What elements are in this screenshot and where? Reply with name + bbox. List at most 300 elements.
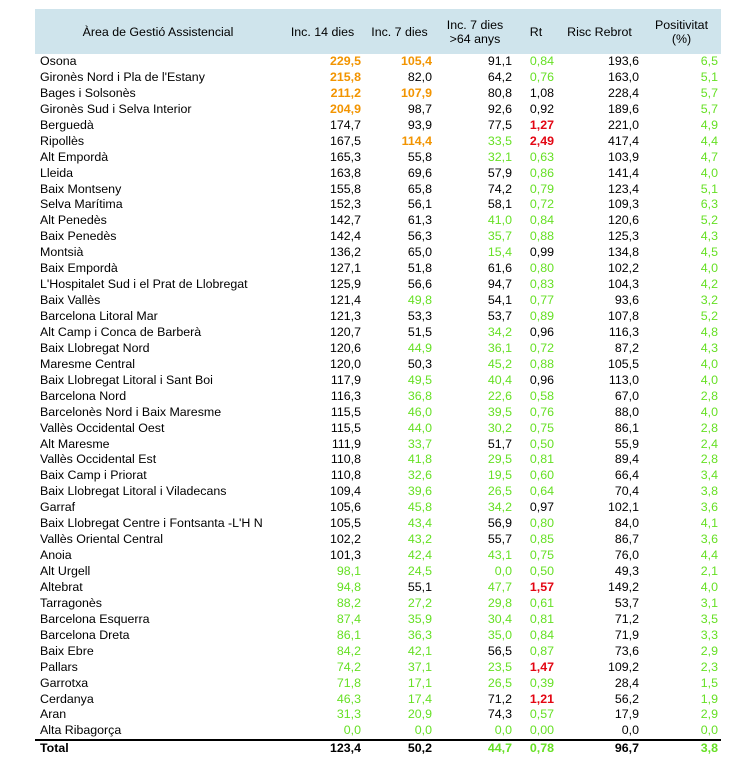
cell-inc7-64: 64,2 <box>487 69 512 84</box>
cell-risc: 102,2 <box>607 261 639 276</box>
cell-inc14: 101,3 <box>329 548 361 563</box>
cell-inc14: 31,3 <box>336 707 361 722</box>
cell-rt: 0,72 <box>529 197 554 212</box>
total-row <box>35 740 721 756</box>
cell-inc14: 84,2 <box>336 643 361 658</box>
cell-positivitat: 1,5 <box>700 675 718 690</box>
cell-positivitat: 5,1 <box>700 69 718 84</box>
cell-inc7: 17,4 <box>407 691 432 706</box>
cell-inc7: 43,2 <box>407 532 432 547</box>
table-row <box>35 660 721 676</box>
header-risc: Risc Rebrot <box>567 24 632 39</box>
cell-rt: 0,84 <box>529 627 554 642</box>
cell-risc: 67,0 <box>614 388 639 403</box>
cell-inc14: 115,5 <box>330 404 361 419</box>
cell-inc14: 105,6 <box>329 500 361 515</box>
cell-area: Pallars <box>40 659 78 674</box>
cell-inc14: 71,8 <box>336 675 361 690</box>
table-row <box>35 118 721 134</box>
table-row <box>35 86 721 102</box>
cell-inc7: 55,1 <box>407 579 432 594</box>
cell-rt: 0,83 <box>529 277 554 292</box>
cell-risc: 102,1 <box>607 500 639 515</box>
cell-positivitat: 3,1 <box>700 595 718 610</box>
cell-inc7-64: 56,9 <box>487 516 512 531</box>
table-row <box>35 102 721 118</box>
cell-positivitat: 3,8 <box>700 741 718 756</box>
cell-rt: 0,00 <box>529 723 554 738</box>
cell-risc: 70,4 <box>614 484 639 499</box>
cell-rt: 0,84 <box>529 54 554 68</box>
cell-area: Baix Llobregat Centre i Fontsanta -L'H N <box>40 516 263 531</box>
cell-rt: 0,76 <box>529 404 554 419</box>
header-inc-7-64: Inc. 7 dies >64 anys <box>446 17 504 46</box>
cell-area: Gironès Sud i Selva Interior <box>40 101 192 116</box>
cell-inc7: 56,6 <box>407 277 432 292</box>
cell-area: Barcelona Litoral Mar <box>40 309 158 323</box>
table-row <box>35 134 721 150</box>
cell-inc7-64: 57,9 <box>487 165 512 180</box>
cell-positivitat: 3,3 <box>700 627 718 642</box>
cell-inc7: 82,0 <box>407 69 432 84</box>
cell-risc: 73,6 <box>614 643 639 658</box>
table-row <box>35 229 721 245</box>
table-row <box>35 277 721 293</box>
cell-area: Aran <box>40 707 67 722</box>
cell-inc7-64: 80,8 <box>487 85 512 100</box>
cell-inc7-64: 91,1 <box>487 54 512 68</box>
cell-risc: 88,0 <box>614 404 639 419</box>
cell-positivitat: 4,0 <box>700 579 718 594</box>
cell-area: Baix Penedès <box>40 229 117 244</box>
cell-inc14: 163,8 <box>329 165 361 180</box>
table-row <box>35 54 721 70</box>
table-row <box>35 166 721 182</box>
cell-rt: 0,96 <box>529 324 554 339</box>
cell-area: Vallès Oriental Central <box>40 532 164 547</box>
cell-risc: 141,4 <box>607 165 639 180</box>
cell-inc7: 20,9 <box>407 707 432 722</box>
cell-inc7: 107,9 <box>400 85 432 100</box>
cell-inc14: 98,1 <box>336 564 361 578</box>
header-rt: Rt <box>529 24 543 39</box>
cell-risc: 56,2 <box>614 691 639 706</box>
cell-inc7: 27,2 <box>407 595 432 610</box>
table-row <box>35 692 721 708</box>
cell-inc7-64: 19,5 <box>487 468 512 483</box>
table-row <box>35 150 721 166</box>
cell-positivitat: 5,2 <box>700 213 718 228</box>
cell-positivitat: 5,2 <box>700 309 718 323</box>
cell-inc7-64: 55,7 <box>487 532 512 547</box>
cell-inc14: 110,8 <box>330 452 361 467</box>
cell-area: Altebrat <box>40 579 83 594</box>
cell-inc7: 36,8 <box>407 388 432 403</box>
table-row <box>35 612 721 628</box>
cell-rt: 1,21 <box>529 691 554 706</box>
cell-inc7-64: 41,0 <box>487 213 512 228</box>
cell-inc14: 215,8 <box>329 69 361 84</box>
cell-positivitat: 4,4 <box>700 133 718 148</box>
cell-rt: 0,88 <box>529 356 554 371</box>
cell-rt: 0,50 <box>529 436 554 451</box>
cell-risc: 123,4 <box>607 181 639 196</box>
cell-inc7: 32,6 <box>407 468 432 483</box>
table-row <box>35 197 721 213</box>
cell-inc7: 37,1 <box>407 659 432 674</box>
cell-positivitat: 4,3 <box>700 340 718 355</box>
cell-rt: 0,61 <box>529 595 554 610</box>
cell-area: Vallès Occidental Oest <box>40 420 165 435</box>
cell-positivitat: 4,0 <box>700 261 718 276</box>
cell-risc: 113,0 <box>608 372 639 387</box>
cell-risc: 417,4 <box>607 133 639 148</box>
cell-positivitat: 2,9 <box>700 707 718 722</box>
table-row <box>35 676 721 692</box>
cell-positivitat: 4,2 <box>700 277 718 292</box>
cell-inc14: 123,4 <box>329 741 361 756</box>
cell-inc7-64: 30,4 <box>487 611 512 626</box>
cell-inc7: 42,4 <box>407 548 432 563</box>
cell-inc7: 105,4 <box>400 54 432 68</box>
cell-inc7-64: 29,8 <box>487 595 512 610</box>
cell-inc7: 42,1 <box>407 643 432 658</box>
cell-inc14: 127,1 <box>329 261 361 276</box>
cell-inc7-64: 53,7 <box>487 309 512 323</box>
cell-positivitat: 4,1 <box>700 516 718 531</box>
cell-inc7: 98,7 <box>407 101 432 116</box>
cell-area: Barcelonès Nord i Baix Maresme <box>40 404 222 419</box>
cell-inc7-64: 40,4 <box>487 372 512 387</box>
cell-positivitat: 4,7 <box>700 149 718 164</box>
cell-rt: 0,75 <box>529 548 554 563</box>
cell-inc14: 102,2 <box>329 532 361 547</box>
cell-inc14: 88,2 <box>336 595 361 610</box>
cell-area: Baix Llobregat Litoral i Sant Boi <box>40 372 213 387</box>
cell-risc: 120,6 <box>607 213 639 228</box>
cell-inc7-64: 0,0 <box>494 564 512 578</box>
cell-risc: 109,2 <box>607 659 639 674</box>
cell-positivitat: 5,7 <box>700 101 718 116</box>
table-row <box>35 532 721 548</box>
table-row <box>35 468 721 484</box>
cell-risc: 76,0 <box>614 548 639 563</box>
table-row <box>35 213 721 229</box>
cell-risc: 93,6 <box>614 293 639 308</box>
cell-rt: 0,64 <box>529 484 554 499</box>
cell-inc7: 44,0 <box>407 420 432 435</box>
cell-inc7: 51,5 <box>407 324 432 339</box>
header-inc-7: Inc. 7 dies <box>371 24 428 39</box>
cell-inc14: 115,5 <box>330 420 361 435</box>
table-header <box>35 9 721 54</box>
table-row <box>35 452 721 468</box>
cell-inc14: 167,5 <box>329 133 361 148</box>
cell-area: Baix Empordà <box>40 261 118 276</box>
cell-inc7-64: 47,7 <box>487 579 512 594</box>
cell-area: Total <box>40 741 69 756</box>
cell-area: Tarragonès <box>40 595 102 610</box>
table-row <box>35 580 721 596</box>
cell-rt: 0,77 <box>529 293 554 308</box>
cell-inc7-64: 54,1 <box>487 293 512 308</box>
cell-risc: 86,1 <box>614 420 639 435</box>
cell-area: Baix Vallès <box>40 293 101 308</box>
cell-positivitat: 2,4 <box>700 436 718 451</box>
cell-inc7: 50,3 <box>407 356 432 371</box>
cell-inc14: 204,9 <box>329 101 361 116</box>
cell-rt: 0,78 <box>529 741 554 756</box>
cell-area: Osona <box>40 54 77 68</box>
cell-inc14: 86,1 <box>336 627 361 642</box>
cell-inc14: 155,8 <box>329 181 361 196</box>
cell-inc7: 43,4 <box>407 516 432 531</box>
cell-area: Baix Llobregat Nord <box>40 340 150 355</box>
cell-inc7-64: 43,1 <box>487 548 512 563</box>
cell-rt: 0,57 <box>529 707 554 722</box>
cell-positivitat: 3,6 <box>700 532 718 547</box>
cell-rt: 0,81 <box>529 611 554 626</box>
cell-inc7: 46,0 <box>407 404 432 419</box>
cell-inc14: 87,4 <box>336 611 361 626</box>
cell-inc14: 109,4 <box>329 484 361 499</box>
cell-positivitat: 5,1 <box>700 181 718 196</box>
cell-inc14: 111,9 <box>331 436 361 451</box>
cell-area: Alt Empordà <box>40 149 109 164</box>
cell-inc7-64: 56,5 <box>487 643 512 658</box>
cell-rt: 0,39 <box>529 675 554 690</box>
cell-rt: 0,60 <box>529 468 554 483</box>
cell-positivitat: 4,0 <box>700 404 718 419</box>
cell-risc: 0,0 <box>621 723 639 738</box>
cell-risc: 116,3 <box>608 324 639 339</box>
cell-inc7-64: 94,7 <box>487 277 512 292</box>
cell-rt: 0,50 <box>529 564 554 578</box>
cell-rt: 0,84 <box>529 213 554 228</box>
cell-risc: 109,3 <box>607 197 639 212</box>
cell-area: Alt Urgell <box>40 564 91 578</box>
cell-area: Alta Ribagorça <box>40 723 122 738</box>
cell-rt: 0,86 <box>529 165 554 180</box>
table-row <box>35 484 721 500</box>
cell-inc14: 46,3 <box>336 691 361 706</box>
cell-inc7-64: 36,1 <box>487 340 512 355</box>
cell-area: Alt Camp i Conca de Barberà <box>40 324 202 339</box>
table-row <box>35 389 721 405</box>
table-row <box>35 261 721 277</box>
cell-rt: 0,89 <box>529 309 554 323</box>
cell-inc7-64: 34,2 <box>487 500 512 515</box>
table-row <box>35 437 721 453</box>
table-row <box>35 373 721 389</box>
cell-inc14: 165,3 <box>329 149 361 164</box>
cell-rt: 1,47 <box>529 659 554 674</box>
cell-risc: 89,4 <box>614 452 639 467</box>
cell-rt: 1,08 <box>529 85 554 100</box>
cell-inc7-64: 26,5 <box>487 675 512 690</box>
cell-rt: 0,72 <box>529 340 554 355</box>
cell-inc7-64: 58,1 <box>487 197 512 212</box>
cell-inc7: 114,4 <box>401 133 432 148</box>
cell-inc7-64: 26,5 <box>487 484 512 499</box>
cell-risc: 149,2 <box>607 579 639 594</box>
cell-inc14: 142,7 <box>329 213 361 228</box>
cell-risc: 71,2 <box>614 611 639 626</box>
cell-inc14: 120,6 <box>329 340 361 355</box>
cell-positivitat: 4,5 <box>700 245 718 260</box>
cell-inc14: 94,8 <box>336 579 361 594</box>
cell-risc: 221,0 <box>607 117 639 132</box>
cell-inc7: 51,8 <box>407 261 432 276</box>
cell-positivitat: 3,5 <box>700 611 718 626</box>
cell-area: Alt Maresme <box>40 436 110 451</box>
cell-inc14: 125,9 <box>329 277 361 292</box>
cell-inc14: 211,2 <box>330 85 361 100</box>
cell-inc7: 56,3 <box>407 229 432 244</box>
cell-inc7: 50,2 <box>407 741 432 756</box>
cell-positivitat: 1,9 <box>700 691 718 706</box>
cell-inc7: 65,0 <box>407 245 432 260</box>
cell-area: Alt Penedès <box>40 213 107 228</box>
table-row <box>35 182 721 198</box>
cell-inc7-64: 74,3 <box>487 707 512 722</box>
cell-rt: 0,87 <box>529 643 554 658</box>
cell-inc14: 152,3 <box>329 197 361 212</box>
cell-risc: 53,7 <box>614 595 639 610</box>
cell-inc7-64: 35,7 <box>487 229 512 244</box>
cell-inc7-64: 74,2 <box>487 181 512 196</box>
cell-rt: 0,76 <box>529 69 554 84</box>
cell-area: Ripollès <box>40 133 85 148</box>
cell-positivitat: 4,4 <box>700 548 718 563</box>
cell-rt: 0,96 <box>529 372 554 387</box>
cell-inc7: 35,9 <box>407 611 432 626</box>
cell-inc14: 142,4 <box>329 229 361 244</box>
table-row <box>35 325 721 341</box>
cell-inc7-64: 23,5 <box>487 659 512 674</box>
cell-positivitat: 4,8 <box>700 324 718 339</box>
cell-risc: 86,7 <box>614 532 639 547</box>
cell-risc: 55,9 <box>614 436 639 451</box>
cell-inc14: 174,7 <box>329 117 361 132</box>
cell-rt: 1,27 <box>529 117 554 132</box>
cell-inc7: 44,9 <box>407 340 432 355</box>
cell-inc7-64: 32,1 <box>487 149 512 164</box>
cell-positivitat: 0,0 <box>700 723 718 738</box>
table-row <box>35 548 721 564</box>
table-container <box>35 9 721 756</box>
cell-inc7: 17,1 <box>407 675 432 690</box>
cell-area: Barcelona Nord <box>40 388 127 403</box>
cell-inc14: 117,9 <box>330 372 361 387</box>
cell-inc7: 39,6 <box>407 484 432 499</box>
cell-rt: 0,88 <box>529 229 554 244</box>
cell-positivitat: 6,3 <box>700 197 718 212</box>
cell-risc: 84,0 <box>614 516 639 531</box>
cell-inc7: 0,0 <box>414 723 432 738</box>
table-row <box>35 341 721 357</box>
cell-risc: 107,8 <box>607 309 639 323</box>
cell-inc7: 65,8 <box>407 181 432 196</box>
table-row <box>35 707 721 723</box>
cell-area: Maresme Central <box>40 356 136 371</box>
table-body <box>35 54 721 756</box>
cell-positivitat: 5,7 <box>700 85 718 100</box>
cell-area: L'Hospitalet Sud i el Prat de Llobregat <box>40 277 248 292</box>
cell-rt: 0,79 <box>529 181 554 196</box>
cell-inc14: 110,8 <box>330 468 361 483</box>
cell-positivitat: 2,3 <box>700 659 718 674</box>
cell-inc7-64: 35,0 <box>487 627 512 642</box>
cell-inc7-64: 30,2 <box>487 420 512 435</box>
cell-rt: 0,99 <box>529 245 554 260</box>
cell-positivitat: 3,6 <box>700 500 718 515</box>
table-row <box>35 644 721 660</box>
cell-rt: 1,57 <box>529 579 554 594</box>
cell-inc7: 49,5 <box>407 372 432 387</box>
table-row <box>35 357 721 373</box>
cell-area: Selva Marítima <box>40 197 123 212</box>
cell-inc7: 55,8 <box>407 149 432 164</box>
cell-risc: 104,3 <box>607 277 639 292</box>
cell-risc: 96,7 <box>614 741 639 756</box>
header-area: Àrea de Gestió Assistencial <box>82 24 234 39</box>
cell-risc: 163,0 <box>607 69 639 84</box>
cell-area: Vallès Occidental Est <box>40 452 157 467</box>
cell-inc7: 24,5 <box>407 564 432 578</box>
cell-inc14: 120,7 <box>329 324 361 339</box>
cell-rt: 2,49 <box>529 133 554 148</box>
table-row <box>35 245 721 261</box>
table-row <box>35 70 721 86</box>
cell-inc7-64: 71,2 <box>487 691 512 706</box>
cell-rt: 0,85 <box>529 532 554 547</box>
cell-inc7: 49,8 <box>407 293 432 308</box>
cell-inc7-64: 44,7 <box>487 741 512 756</box>
cell-inc7: 33,7 <box>407 436 432 451</box>
cell-inc7-64: 29,5 <box>487 452 512 467</box>
cell-risc: 66,4 <box>614 468 639 483</box>
cell-positivitat: 6,5 <box>700 54 718 68</box>
cell-rt: 0,63 <box>529 149 554 164</box>
cell-positivitat: 3,2 <box>700 293 718 308</box>
cell-rt: 0,81 <box>529 452 554 467</box>
cell-inc14: 105,5 <box>329 516 361 531</box>
cell-risc: 193,6 <box>607 54 639 68</box>
cell-rt: 0,80 <box>529 261 554 276</box>
cell-area: Barcelona Esquerra <box>40 611 150 626</box>
cell-inc7: 93,9 <box>407 117 432 132</box>
cell-positivitat: 3,4 <box>700 468 718 483</box>
cell-inc7: 45,8 <box>407 500 432 515</box>
cell-positivitat: 2,1 <box>700 564 718 578</box>
cell-inc7-64: 61,6 <box>487 261 512 276</box>
cell-area: Garraf <box>40 500 76 515</box>
cell-risc: 28,4 <box>614 675 639 690</box>
cell-inc7: 69,6 <box>407 165 432 180</box>
cell-positivitat: 4,9 <box>700 117 718 132</box>
cell-area: Garrotxa <box>40 675 89 690</box>
cell-positivitat: 2,8 <box>700 420 718 435</box>
cell-area: Bages i Solsonès <box>40 85 136 100</box>
cell-inc7-64: 92,6 <box>487 101 512 116</box>
cell-risc: 71,9 <box>614 627 639 642</box>
cell-area: Cerdanya <box>40 691 94 706</box>
cell-inc7: 53,3 <box>407 309 432 323</box>
header-positivitat: Positivitat (%) <box>654 17 709 46</box>
cell-area: Anoia <box>40 548 72 563</box>
cell-risc: 228,4 <box>607 85 639 100</box>
